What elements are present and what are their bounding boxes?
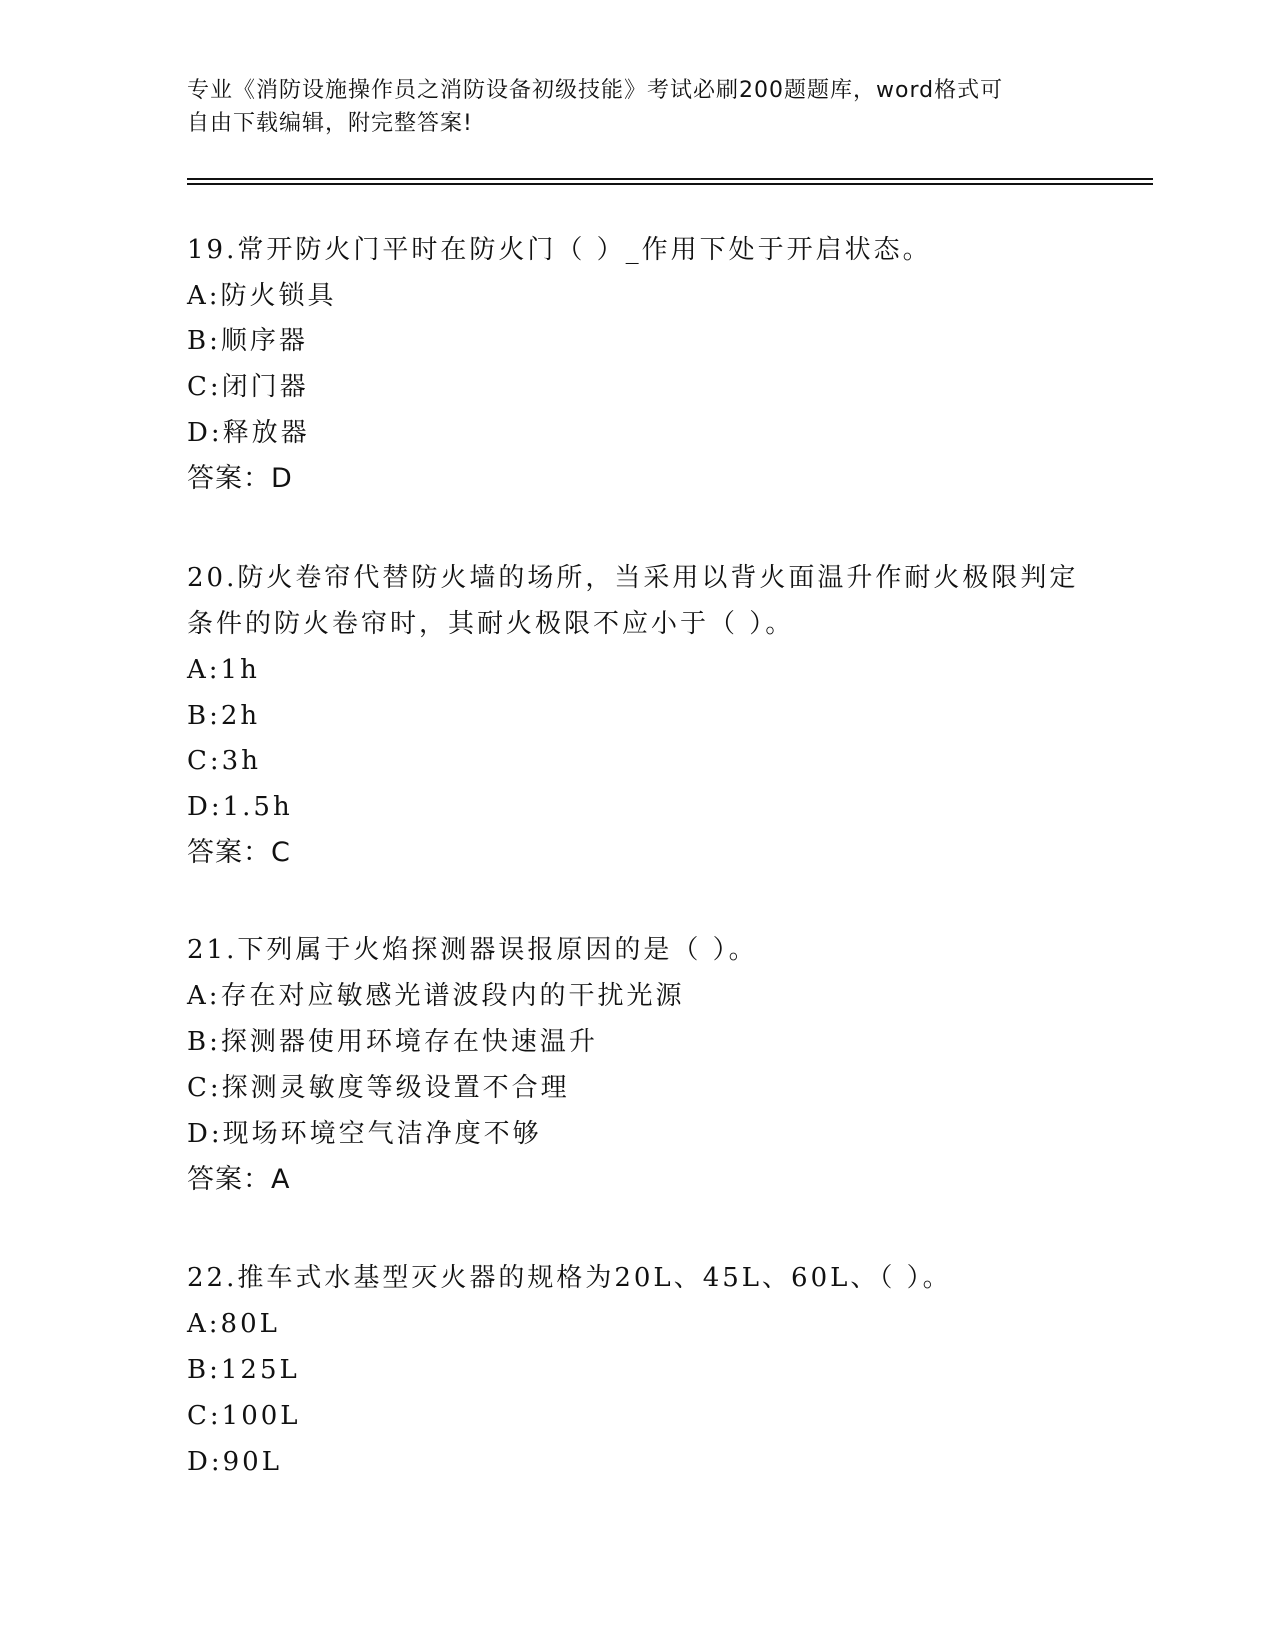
question-21-stem: 21.下列属于火焰探测器误报原因的是（ ）。	[187, 935, 758, 965]
question-22-option-d: D:90L	[187, 1447, 282, 1477]
question-22-option-a: A:80L	[187, 1309, 280, 1339]
question-19-option-d: D:释放器	[187, 418, 310, 448]
question-22-option-c: C:100L	[187, 1401, 301, 1431]
question-21-option-c: C:探测灵敏度等级设置不合理	[187, 1073, 570, 1103]
header-divider-bottom	[187, 183, 1153, 185]
question-21-answer: 答案：A	[187, 1164, 291, 1195]
question-22-option-b: B:125L	[187, 1355, 300, 1385]
question-19-answer: 答案：D	[187, 463, 293, 494]
question-20-stem-line-1: 20.防火卷帘代替防火墙的场所，当采用以背火面温升作耐火极限判定	[187, 563, 1079, 593]
question-20-answer: 答案：C	[187, 837, 291, 868]
question-20-option-b: B:2h	[187, 701, 261, 731]
question-20-stem-line-2: 条件的防火卷帘时，其耐火极限不应小于（ ）。	[187, 609, 795, 639]
header-divider-top	[187, 178, 1153, 180]
header-line-2: 自由下载编辑，附完整答案!	[187, 111, 473, 136]
question-21-option-b: B:探测器使用环境存在快速温升	[187, 1027, 598, 1057]
question-20-option-a: A:1h	[187, 655, 260, 685]
question-22-stem: 22.推车式水基型灭火器的规格为20L、45L、60L、（ ）。	[187, 1263, 952, 1293]
question-19-option-c: C:闭门器	[187, 372, 309, 402]
question-21-option-a: A:存在对应敏感光谱波段内的干扰光源	[187, 981, 685, 1011]
question-21-option-d: D:现场环境空气洁净度不够	[187, 1119, 542, 1149]
document-header	[187, 74, 1087, 140]
header-line-1: 专业《消防设施操作员之消防设备初级技能》考试必刷200题题库，word格式可	[187, 78, 1004, 103]
question-19-option-a: A:防火锁具	[187, 281, 337, 311]
question-20-option-d: D:1.5h	[187, 792, 293, 822]
question-19-stem: 19.常开防火门平时在防火门（ ）_作用下处于开启状态。	[187, 235, 932, 265]
question-19-option-b: B:顺序器	[187, 326, 308, 356]
question-20-option-c: C:3h	[187, 746, 261, 776]
